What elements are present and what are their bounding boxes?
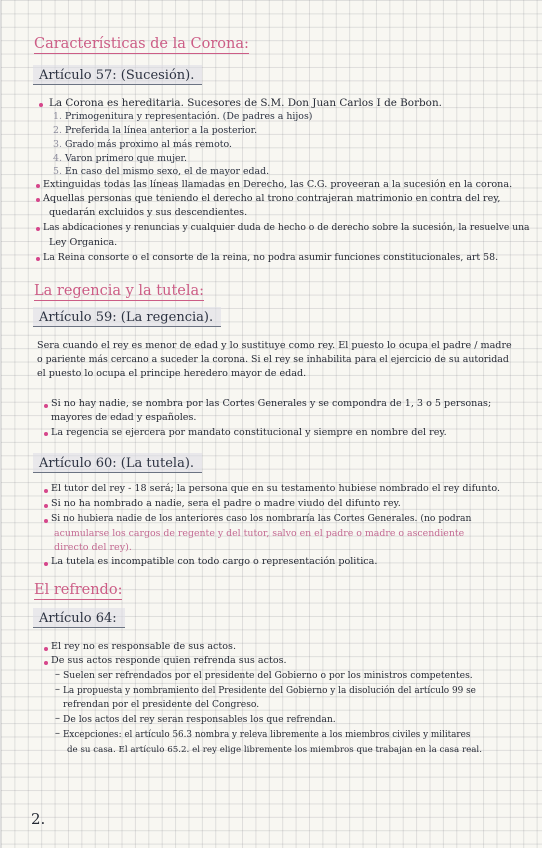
bullet-text-continued: acumularse los cargos de regente y del tutor, salvo en el padre o madre o ascendiente xyxy=(54,528,465,539)
bullet-icon xyxy=(44,432,48,436)
numbered-item: 5. En caso del mismo sexo, el de mayor edad. xyxy=(53,166,270,177)
numbered-item: 2. Preferida la línea anterior a la posterior. xyxy=(53,125,258,136)
paragraph-line: o pariente más cercano a suceder la corona. Si el rey se inhabilita para el ejercicio de su autoridad xyxy=(37,354,509,365)
dash-text-continued: de su casa. El artículo 65.2. el rey elige libremente los miembros que trabajan en la casa real. xyxy=(67,745,482,755)
bullet-text: La regencia se ejercera por mandato constitucional y siempre en nombre del rey. xyxy=(51,427,447,438)
article-57-heading: Artículo 57: (Sucesión). xyxy=(39,68,194,83)
bullet-text-continued: directo del rey). xyxy=(54,542,132,553)
bullet-text: Las abdicaciones y renuncias y cualquier duda de hecho o de derecho sobre la sucesión, la resuelve una xyxy=(43,222,530,233)
bullet-text: Aquellas personas que teniendo el derecho al trono contrajeran matrimonio en contra del rey, xyxy=(43,193,501,204)
article-64-heading: Artículo 64: xyxy=(39,611,117,626)
dash-marker: – xyxy=(55,728,60,739)
bullet-icon xyxy=(36,257,40,261)
bullet-icon xyxy=(36,198,40,202)
numbered-item: 3. Grado más proximo al más remoto. xyxy=(53,139,232,150)
dash-text-continued: refrendan por el presidente del Congreso. xyxy=(63,699,260,710)
bullet-text-continued: mayores de edad y españoles. xyxy=(51,412,197,423)
section-heading-regencia: La regencia y la tutela: xyxy=(34,283,205,299)
bullet-icon xyxy=(44,519,48,523)
dash-marker: – xyxy=(55,713,60,724)
bullet-text: El tutor del rey - 18 será; la persona que en su testamento hubiese nombrado el rey difunto. xyxy=(51,483,501,494)
numbered-item: 4. Varon primero que mujer. xyxy=(53,153,187,164)
dash-text: La propuesta y nombramiento del Presidente del Gobierno y la disolución del artículo 99 se xyxy=(63,686,476,696)
bullet-text: La Corona es hereditaria. Sucesores de S.M. Don Juan Carlos I de Borbon. xyxy=(49,97,442,109)
bullet-text: Si no hay nadie, se nombra por las Cortes Generales y se compondra de 1, 3 o 5 personas; xyxy=(51,398,492,409)
bullet-text: Si no ha nombrado a nadie, sera el padre o madre viudo del difunto rey. xyxy=(51,498,401,509)
bullet-icon xyxy=(44,404,48,408)
numbered-item: 1. Primogenitura y representación. (De padres a hijos) xyxy=(53,111,313,122)
paragraph-line: Sera cuando el rey es menor de edad y lo sustituye como rey. El puesto lo ocupa el padre / madre xyxy=(37,340,512,351)
bullet-icon xyxy=(44,562,48,566)
article-59-heading: Artículo 59: (La regencia). xyxy=(39,310,213,325)
bullet-icon xyxy=(39,103,43,107)
bullet-text: De sus actos responde quien refrenda sus actos. xyxy=(51,655,287,666)
dash-marker: – xyxy=(55,669,60,680)
dash-text: Excepciones: el artículo 56.3 nombra y releva libremente a los miembros civiles y militares xyxy=(63,730,471,740)
bullet-icon xyxy=(44,489,48,493)
paragraph-line: el puesto lo ocupa el principe heredero mayor de edad. xyxy=(37,368,307,379)
article-60-heading: Artículo 60: (La tutela). xyxy=(39,456,194,471)
dash-marker: – xyxy=(55,684,60,695)
section-heading-refrendo: El refrendo: xyxy=(34,582,123,598)
bullet-text-continued: Ley Organica. xyxy=(49,237,118,248)
dash-text: Suelen ser refrendados por el presidente del Gobierno o por los ministros competentes. xyxy=(63,670,473,681)
bullet-text-continued: quedarán excluidos y sus descendientes. xyxy=(49,207,248,218)
page-title: Características de la Corona: xyxy=(34,36,249,52)
bullet-icon xyxy=(36,227,40,231)
bullet-text: La tutela es incompatible con todo cargo o representación politica. xyxy=(51,556,378,567)
bullet-text: El rey no es responsable de sus actos. xyxy=(51,641,237,652)
bullet-icon xyxy=(44,504,48,508)
bullet-text: Extinguidas todas las líneas llamadas en Derecho, las C.G. proveeran a la sucesión en la corona. xyxy=(43,179,513,190)
bullet-text: La Reina consorte o el consorte de la reina, no podra asumir funciones constitucionales, art 58. xyxy=(43,252,499,263)
bullet-icon xyxy=(44,661,48,665)
bullet-icon xyxy=(44,647,48,651)
bullet-icon xyxy=(36,184,40,188)
bullet-text: Si no hubiera nadie de los anteriores caso los nombraría las Cortes Generales. (no podran xyxy=(51,513,472,524)
page-number: 2. xyxy=(31,810,46,828)
dash-text: De los actos del rey seran responsables los que refrendan. xyxy=(63,714,336,725)
